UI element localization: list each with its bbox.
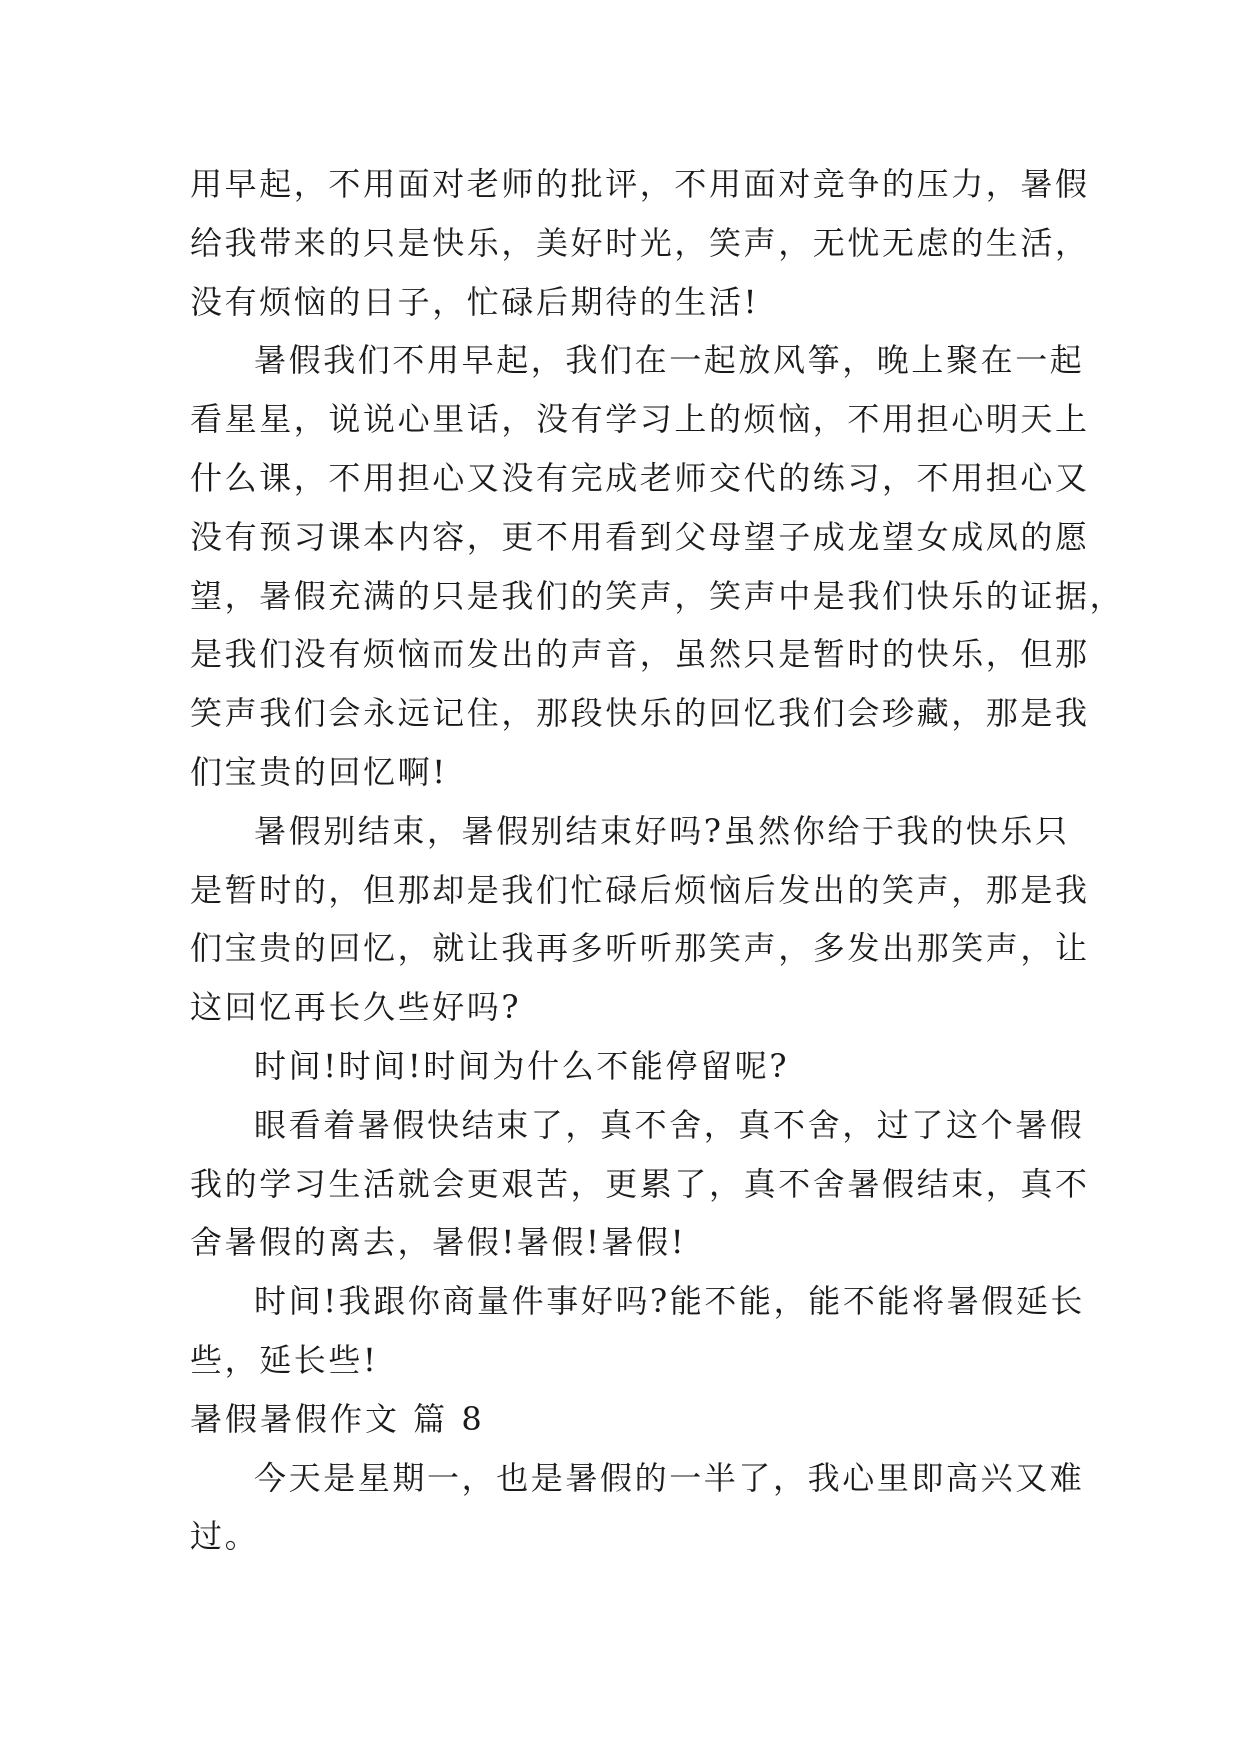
text-line: 时间!我跟你商量件事好吗?能不能，能不能将暑假延长	[254, 1282, 1086, 1321]
text-line: 什么课，不用担心又没有完成老师交代的练习，不用担心又	[190, 458, 1090, 497]
text-line: 今天是星期一，也是暑假的一半了，我心里即高兴又难	[254, 1458, 1085, 1497]
text-line: 们宝贵的回忆啊!	[190, 752, 448, 791]
text-line: 没有预习课本内容，更不用看到父母望子成龙望女成凤的愿	[190, 517, 1090, 556]
text-line: 是我们没有烦恼而发出的声音，虽然只是暂时的快乐，但那	[190, 635, 1090, 674]
text-line: 舍暑假的离去，暑假!暑假!暑假!	[190, 1223, 687, 1262]
text-line: 暑假我们不用早起，我们在一起放风筝，晚上聚在一起	[254, 341, 1085, 380]
text-line: 过。	[190, 1517, 260, 1556]
text-line: 没有烦恼的日子，忙碌后期待的生活!	[190, 282, 760, 321]
section-heading: 暑假暑假作文 篇 8	[190, 1399, 485, 1438]
text-line: 望，暑假充满的只是我们的笑声，笑声中是我们快乐的证据，	[190, 576, 1125, 615]
text-line: 暑假别结束，暑假别结束好吗?虽然你给于我的快乐只	[254, 811, 1070, 850]
text-line: 用早起，不用面对老师的批评，不用面对竞争的压力，暑假	[190, 165, 1090, 203]
text-line: 我的学习生活就会更艰苦，更累了，真不舍暑假结束，真不	[190, 1164, 1090, 1203]
text-line: 是暂时的，但那却是我们忙碌后烦恼后发出的笑声，那是我	[190, 870, 1090, 909]
text-line: 们宝贵的回忆，就让我再多听听那笑声，多发出那笑声，让	[190, 929, 1090, 968]
text-line: 给我带来的只是快乐，美好时光，笑声，无忧无虑的生活，	[190, 223, 1090, 262]
text-line: 这回忆再长久些好吗?	[190, 988, 522, 1027]
text-line: 眼看着暑假快结束了，真不舍，真不舍，过了这个暑假	[254, 1105, 1085, 1144]
document-body	[190, 155, 1125, 1566]
text-line: 时间!时间!时间为什么不能停留呢?	[254, 1046, 790, 1085]
text-line: 笑声我们会永远记住，那段快乐的回忆我们会珍藏，那是我	[190, 694, 1090, 733]
text-line: 些，延长些!	[190, 1340, 379, 1379]
text-line: 看星星，说说心里话，没有学习上的烦恼，不用担心明天上	[190, 400, 1090, 439]
